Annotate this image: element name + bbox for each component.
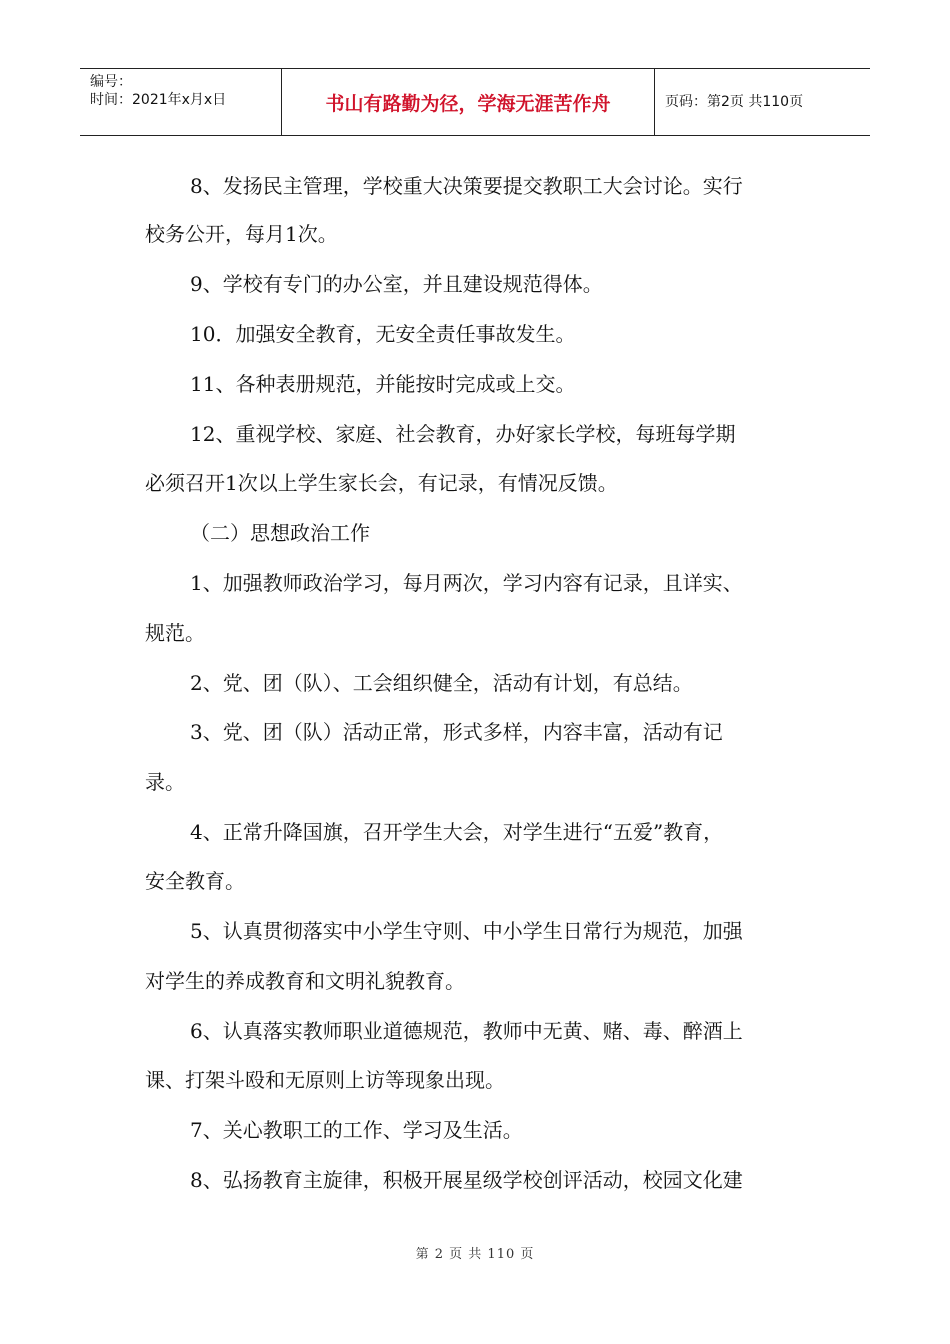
paragraph-line: 7、关心教职工的工作、学习及生活。 — [190, 1118, 523, 1142]
paragraph-line: 11、各种表册规范，并能按时完成或上交。 — [190, 372, 576, 396]
paragraph-line: 8、发扬民主管理，学校重大决策要提交教职工大会讨论。实行 — [190, 174, 743, 198]
page-footer: 第 2 页 共 110 页 — [415, 1247, 535, 1262]
paragraph-line: 必须召开1次以上学生家长会，有记录，有情况反馈。 — [145, 471, 618, 495]
header-motto: 书山有路勤为径，学海无涯苦作舟 — [325, 93, 611, 115]
paragraph-line: 1、加强教师政治学习，每月两次，学习内容有记录，且详实、 — [190, 571, 743, 595]
document-header — [80, 68, 870, 136]
document-number-label: 编号： — [90, 74, 132, 90]
paragraph-line: 6、认真落实教师职业道德规范，教师中无黄、赌、毒、醉酒上 — [190, 1019, 743, 1043]
paragraph-line: 5、认真贯彻落实中小学生守则、中小学生日常行为规范，加强 — [190, 919, 743, 943]
paragraph-line: 录。 — [145, 770, 185, 794]
section-heading: （二）思想政治工作 — [190, 521, 370, 545]
paragraph-line: 12、重视学校、家庭、社会教育，办好家长学校，每班每学期 — [190, 422, 736, 446]
header-page-cell — [655, 69, 870, 135]
paragraph-line: 2、党、团（队）、工会组织健全，活动有计划，有总结。 — [190, 671, 693, 695]
document-date-label: 时间：2021年x月x日 — [90, 92, 227, 108]
paragraph-line: 8、弘扬教育主旋律，积极开展星级学校创评活动，校园文化建 — [190, 1168, 743, 1192]
header-page-info: 页码：第2页 共110页 — [665, 94, 804, 110]
paragraph-line: 规范。 — [145, 621, 205, 645]
paragraph-line: 对学生的养成教育和文明礼貌教育。 — [145, 969, 465, 993]
paragraph-line: 10．加强安全教育，无安全责任事故发生。 — [190, 322, 576, 346]
paragraph-line: 9、学校有专门的办公室，并且建设规范得体。 — [190, 272, 603, 296]
paragraph-line: 安全教育。 — [145, 869, 245, 893]
paragraph-line: 3、党、团（队）活动正常，形式多样，内容丰富，活动有记 — [190, 720, 723, 744]
header-meta-cell — [80, 69, 282, 135]
paragraph-line: 4、正常升降国旗，召开学生大会，对学生进行“五爱”教育， — [190, 820, 724, 844]
paragraph-line: 校务公开，每月1次。 — [145, 222, 338, 246]
header-motto-cell — [282, 69, 655, 135]
paragraph-line: 课、打架斗殴和无原则上访等现象出现。 — [145, 1068, 505, 1092]
